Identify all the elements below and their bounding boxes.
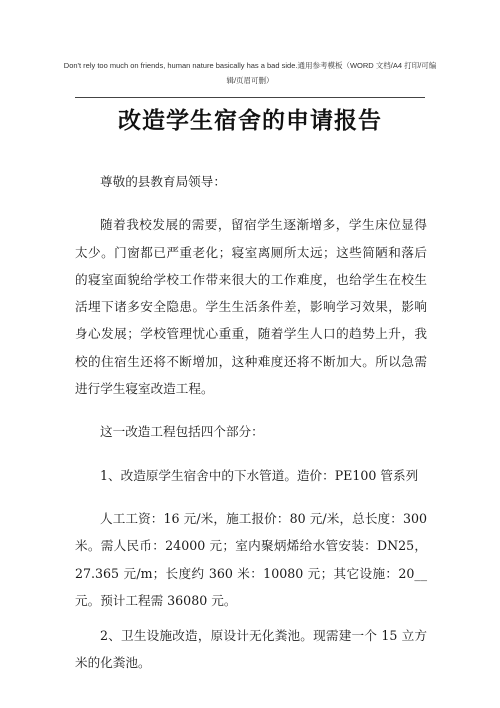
document-title: 改造学生宿舍的申请报告 [118, 107, 382, 134]
paragraph-cost-detail: 人工工资：16 元/米，施工报价：80 元/米，总长度：300 米。需人民币：24000 元；室内聚炳烯给水管安装：DN25，27.365 元/m；长度约 360 米：10080 元；其它设施：20__元。预计工程需 36080 元。 [75, 510, 427, 608]
header-divider [75, 97, 425, 98]
document-body [75, 168, 427, 677]
paragraph-background: 随着我校发展的需要，留宿学生逐渐增多，学生床位显得太少。门窗都已严重老化；寝室离厕所太远；这些简陋和落后的寝室面貌给学校工作带来很大的工作难度，也给学生在校生活埋下诸多安全隐患。学生生活条件差，影响学习效果，影响身心发展；学校管理忧心重重，随着学生人口的趋势上升，我校的住宿生还将不断增加，这种难度还将不断加大。所以急需进行学生寝室改造工程。 [75, 217, 427, 397]
header-note: Don't rely too much on friends, human nature basically has a bad side.通用参考模板（WORD 文档/A4 打印/可编辑/页眉可删） [63, 61, 437, 85]
salutation: 尊敬的县教育局领导： [100, 174, 226, 189]
paragraph-item-2: 2、卫生设施改造，原设计无化粪池。现需建一个 15 立方米的化粪池。 [75, 628, 427, 671]
paragraph-scope-intro: 这一改造工程包括四个部分： [100, 424, 264, 440]
paragraph-item-1: 1、改造原学生宿舍中的下水管道。造价：PE100 管系列 [100, 467, 419, 483]
